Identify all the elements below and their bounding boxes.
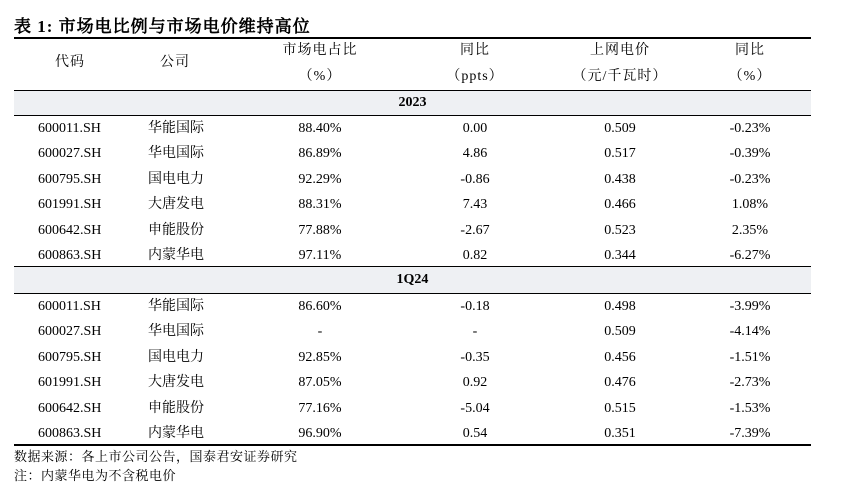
cell-company: 国电电力 [148,349,204,365]
cell-yoy-ppts: 0.54 [462,426,488,441]
header-market-share-unit: （%） [298,69,342,84]
top-rule [14,37,811,39]
cell-code: 601991.SH [38,197,102,213]
cell-yoy-pct: -3.99% [729,299,771,314]
source-note: 数据来源：各上市公司公告，国泰君安证券研究 [14,449,298,464]
cell-price: 0.344 [604,248,636,263]
cell-code: 600011.SH [38,121,101,136]
cell-market-share: 77.16% [298,400,342,416]
cell-company: 华能国际 [148,121,204,136]
header-market-share: 市场电占比 [282,43,358,58]
header-company: 公司 [160,55,190,70]
cell-price: 0.509 [604,324,636,340]
header-yoy-pct-unit: （%） [728,69,772,84]
cell-company: 申能股份 [148,400,204,416]
cell-yoy-pct: -4.14% [729,324,771,340]
section-label-2023: 2023 [398,95,427,110]
cell-price: 0.476 [604,375,636,391]
cell-code: 600027.SH [38,324,102,340]
cell-yoy-ppts: -0.86 [460,171,490,187]
cell-price: 0.517 [604,146,636,162]
cell-price: 0.509 [604,121,636,136]
cell-code: 600863.SH [38,248,102,263]
cell-market-share: 92.85% [298,349,342,365]
section-label-1q24: 1Q24 [396,272,429,287]
cell-company: 国电电力 [148,171,204,187]
header-yoy-ppts: 同比 [460,43,490,58]
cell-market-share: 86.89% [298,146,342,162]
cell-market-share: 97.11% [298,248,342,263]
cell-yoy-ppts: -5.04 [460,400,490,416]
cell-market-share: 92.29% [298,171,342,187]
cell-market-share: 96.90% [298,426,342,441]
cell-code: 600027.SH [38,146,102,162]
cell-price: 0.438 [604,171,636,187]
cell-yoy-ppts: 7.43 [462,197,488,213]
cell-company: 大唐发电 [148,197,204,213]
cell-company: 华电国际 [148,324,204,340]
cell-code: 601991.SH [38,375,102,391]
table-title: 表 1: 市场电比例与市场电价维持高位 [14,17,311,36]
header-price: 上网电价 [590,43,650,58]
cell-yoy-pct: 1.08% [731,197,769,213]
cell-yoy-ppts: -2.67 [460,222,490,238]
cell-price: 0.515 [604,400,636,416]
cell-price: 0.456 [604,349,636,365]
cell-yoy-pct: -1.53% [729,400,771,416]
cell-code: 600795.SH [38,349,102,365]
cell-company: 内蒙华电 [148,426,204,441]
cell-price: 0.523 [604,222,636,238]
cell-yoy-ppts: 0.92 [462,375,488,391]
cell-code: 600795.SH [38,171,102,187]
cell-yoy-pct: -1.51% [729,349,771,365]
cell-code: 600642.SH [38,222,102,238]
cell-yoy-ppts: - [472,324,478,340]
cell-yoy-ppts: 0.82 [462,248,488,263]
header-yoy-pct: 同比 [735,43,765,58]
cell-price: 0.466 [604,197,636,213]
cell-market-share: 86.60% [298,299,342,314]
footnote: 注：内蒙华电为不含税电价 [14,468,177,483]
cell-market-share: 87.05% [298,375,342,391]
section-rule-1q24 [14,293,811,294]
cell-yoy-pct: -7.39% [729,426,771,441]
cell-code: 600642.SH [38,400,102,416]
cell-yoy-pct: -0.39% [729,146,771,162]
cell-yoy-ppts: -0.18 [460,299,490,314]
cell-market-share: 77.88% [298,222,342,238]
cell-yoy-pct: -6.27% [729,248,771,263]
cell-company: 华能国际 [148,299,204,314]
cell-code: 600011.SH [38,299,101,314]
cell-company: 华电国际 [148,146,204,162]
cell-yoy-pct: -2.73% [729,375,771,391]
cell-market-share: 88.31% [298,197,342,213]
cell-yoy-pct: -0.23% [729,171,771,187]
header-code: 代码 [55,55,85,70]
cell-company: 大唐发电 [148,375,204,391]
cell-company: 申能股份 [148,222,204,238]
header-price-unit: （元/千瓦时） [572,69,668,84]
section-rule-2023 [14,115,811,116]
cell-yoy-pct: 2.35% [731,222,769,238]
cell-yoy-ppts: 4.86 [462,146,488,162]
cell-yoy-ppts: 0.00 [462,121,488,136]
cell-company: 内蒙华电 [148,248,204,263]
cell-code: 600863.SH [38,426,102,441]
cell-yoy-ppts: -0.35 [460,349,490,365]
cell-market-share: 88.40% [298,121,342,136]
cell-market-share: - [317,324,323,340]
cell-price: 0.498 [604,299,636,314]
header-yoy-ppts-unit: （ppts） [446,69,504,84]
cell-yoy-pct: -0.23% [729,121,771,136]
cell-price: 0.351 [604,426,636,441]
